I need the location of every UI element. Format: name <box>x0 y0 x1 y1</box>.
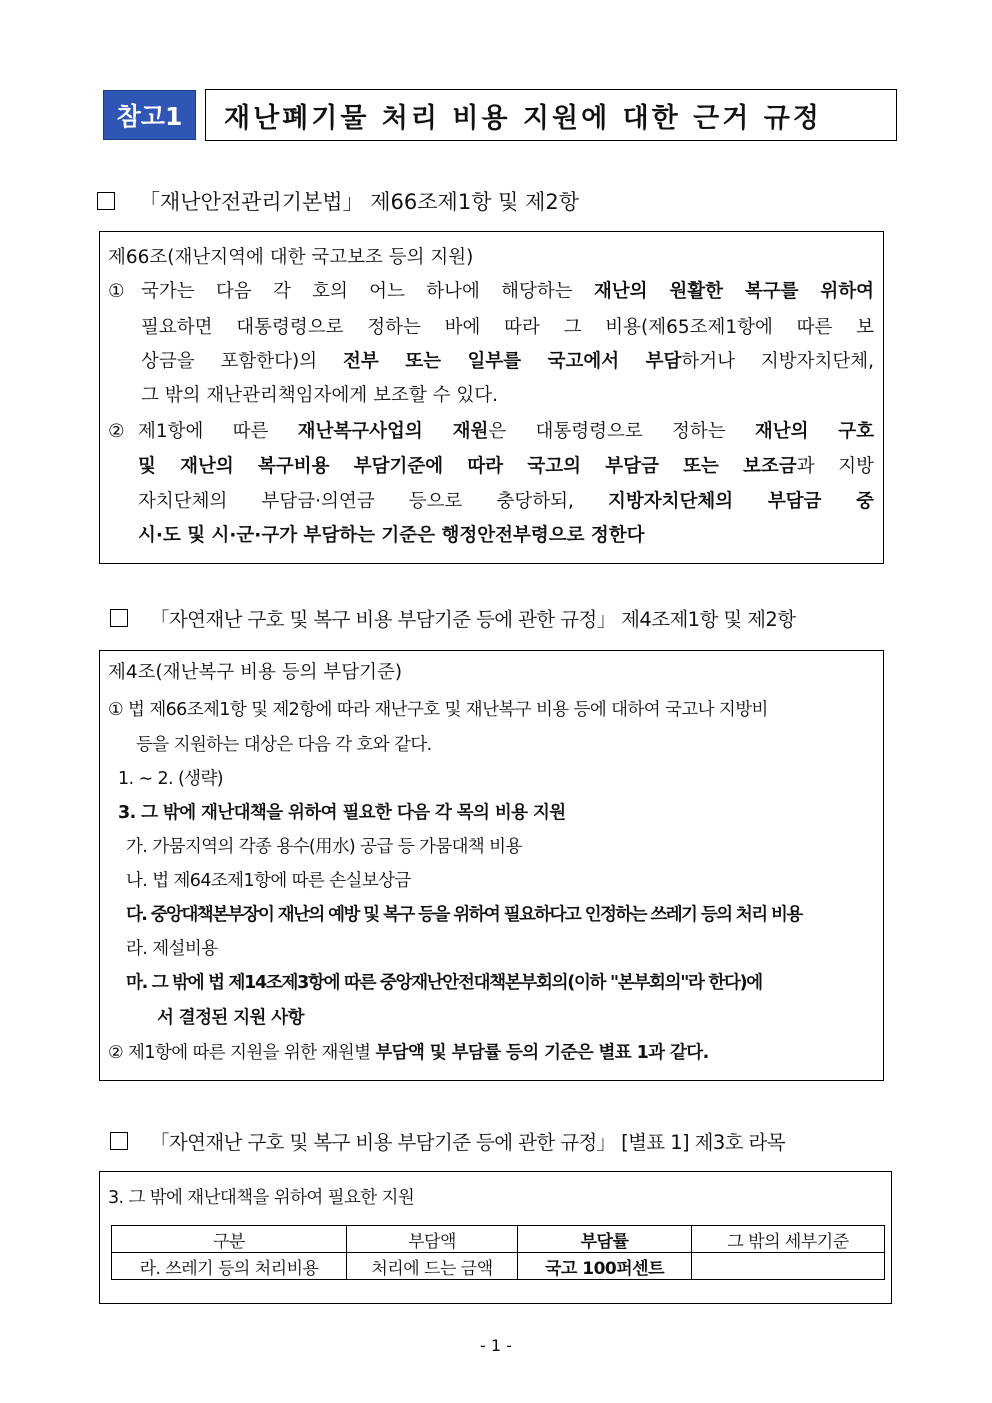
bold-span: 마. 그 밖에 법 제14조제3항에 따른 중앙재난안전대책본부회의(이하 "본부회의"라 한다)에 <box>126 973 762 993</box>
table-row <box>112 1253 885 1280</box>
annex-intro: 3. 그 밖에 재난대책을 위하여 필요한 지원 <box>108 1188 415 1208</box>
table-header-cell: 그 밖의 세부기준 <box>692 1226 885 1253</box>
table-header-cell: 부담액 <box>347 1226 518 1253</box>
table-header-cell <box>518 1226 692 1253</box>
paragraph1-line1 <box>141 280 874 304</box>
section1-article-box <box>99 231 884 564</box>
item-da <box>126 903 802 927</box>
reference-tag: 참고1 <box>103 90 196 140</box>
item-ma-line2 <box>157 1006 304 1030</box>
paragraph2-line1 <box>138 420 874 444</box>
section2-heading <box>110 604 795 632</box>
text-span: 과 지방 <box>796 456 874 477</box>
bold-span: 재난의 원활한 복구를 위하여 <box>593 281 874 302</box>
section3-heading-text: 「자연재난 구호 및 복구 비용 부담기준 등에 관한 규정」 [별표 1] 제3호 라목 <box>150 1131 786 1154</box>
section1-heading-text: 「재난안전관리기본법」 제66조제1항 및 제2항 <box>139 190 580 214</box>
section1-heading <box>97 186 579 216</box>
item-3 <box>118 801 566 825</box>
bold-span: 및 재난의 복구비용 부담기준에 따라 국고의 부담금 또는 보조금 <box>138 456 797 477</box>
page-title <box>205 89 897 141</box>
paragraph2-marker: ② <box>108 421 125 442</box>
section2-heading-text: 「자연재난 구호 및 복구 비용 부담기준 등에 관한 규정」 제4조제1항 및 제2항 <box>150 608 796 631</box>
paragraph1-line4: 그 밖의 재난관리책임자에게 보조할 수 있다. <box>141 385 498 406</box>
bold-span: 다. 중앙대책본부장이 재난의 예방 및 복구 등을 위하여 필요하다고 인정하는 쓰레기 등의 처리 비용 <box>126 905 802 925</box>
item-ra: 라. 제설비용 <box>126 939 218 959</box>
paragraph2-line4 <box>138 524 645 548</box>
bold-span: 재난의 구호 <box>754 421 875 442</box>
bold-span: 전부 또는 일부를 국고에서 부담 <box>343 351 682 372</box>
table-cell <box>518 1253 692 1280</box>
bold-span: 재난복구사업의 재원 <box>297 421 489 442</box>
table-header-cell: 구분 <box>112 1226 347 1253</box>
item-na: 나. 법 제64조제1항에 따른 손실보상금 <box>126 871 411 891</box>
article4-p1-line1: ① 법 제66조제1항 및 제2항에 따라 재난구호 및 재난복구 비용 등에 대하여 국고나 지방비 <box>108 700 768 720</box>
bold-span: 지방자치단체의 부담금 중 <box>608 491 874 512</box>
page-title-text: 재난폐기물 처리 비용 지원에 대한 근거 규정 <box>224 102 822 134</box>
checkbox-icon <box>97 192 115 210</box>
bold-span: 시·도 및 시·군·구가 부담하는 기준은 행정안전부령으로 정한다 <box>138 525 645 546</box>
page-number: - 1 - <box>480 1336 512 1355</box>
text-span: 하거나 지방자치단체, <box>681 351 874 372</box>
bold-span: 부담액 및 부담률 등의 기준은 별표 1과 같다. <box>375 1043 709 1063</box>
paragraph2-line2 <box>138 455 874 479</box>
bold-span: 국고 100퍼센트 <box>544 1258 664 1279</box>
item-ga: 가. 가뭄지역의 각종 용수(用水) 공급 등 가뭄대책 비용 <box>126 837 522 857</box>
table-cell: 처리에 드는 금액 <box>347 1253 518 1280</box>
text-span: 제1항에 따른 <box>138 421 298 442</box>
item-ma-line1 <box>126 971 762 995</box>
article66-title: 제66조(재난지역에 대한 국고보조 등의 지원) <box>108 247 474 268</box>
checkbox-icon <box>110 609 128 627</box>
table-header-row <box>112 1226 885 1253</box>
item-1-2: 1. ∼ 2. (생략) <box>118 769 224 789</box>
article4-p2 <box>108 1041 709 1065</box>
paragraph1-marker: ① <box>108 281 125 302</box>
paragraph1-line3 <box>141 350 874 374</box>
paragraph1-line2: 필요하면 대통령령으로 정하는 바에 따라 그 비용(제65조제1항에 따른 보 <box>141 317 874 338</box>
bold-span: 부담률 <box>580 1231 629 1252</box>
table-cell <box>692 1253 885 1280</box>
text-span: 은 대통령령으로 정하는 <box>488 421 755 442</box>
article4-p1-line2: 등을 지원하는 대상은 다음 각 호와 같다. <box>136 735 432 755</box>
paragraph2-line3 <box>138 490 874 514</box>
bold-span: 서 결정된 지원 사항 <box>157 1008 304 1028</box>
text-span: 자치단체의 부담금·의연금 등으로 충당하되, <box>138 491 609 512</box>
article4-title: 제4조(재난복구 비용 등의 부담기준) <box>108 662 403 683</box>
annex-table <box>111 1225 885 1280</box>
table-cell: 라. 쓰레기 등의 처리비용 <box>112 1253 347 1280</box>
checkbox-icon <box>110 1132 128 1150</box>
section3-heading <box>110 1127 785 1155</box>
section3-annex-box <box>99 1171 892 1304</box>
section2-article-box <box>99 650 884 1081</box>
text-span: 국가는 다음 각 호의 어느 하나에 해당하는 <box>141 281 594 302</box>
text-span: 상금을 포함한다)의 <box>141 351 344 372</box>
bold-span: 3. 그 밖에 재난대책을 위하여 필요한 다음 각 목의 비용 지원 <box>118 803 566 823</box>
text-span: ② 제1항에 따른 지원을 위한 재원별 <box>108 1043 376 1063</box>
